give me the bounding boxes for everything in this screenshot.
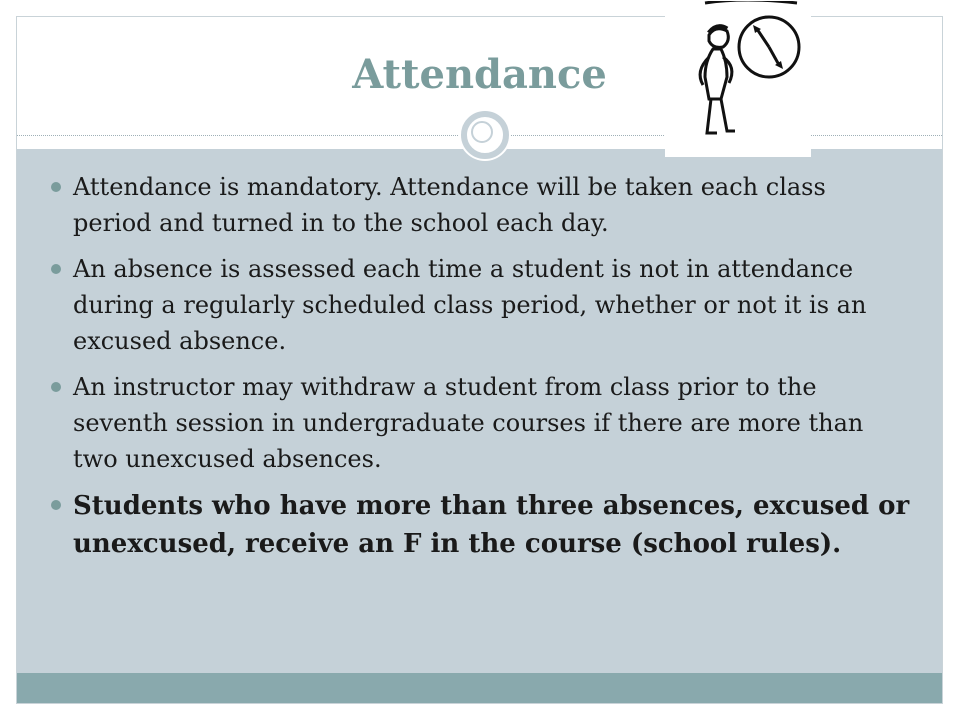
clipart-svg bbox=[665, 1, 811, 157]
ring-inner bbox=[471, 121, 493, 143]
slide bbox=[16, 16, 943, 704]
slide-title: Attendance bbox=[352, 51, 607, 98]
footer-band bbox=[17, 673, 942, 703]
bullet-list bbox=[51, 169, 911, 573]
ring-ornament-icon bbox=[461, 111, 509, 159]
bullet-item: An instructor may withdraw a student from class prior to the seventh session in undergraduate courses if there are more than two unexcused absences. bbox=[51, 369, 911, 477]
person-with-clock-icon bbox=[665, 1, 811, 157]
bullet-item-emphasis: Students who have more than three absences, excused or unexcused, receive an F in the course (school rules). bbox=[51, 487, 911, 563]
bullet-item: An absence is assessed each time a student is not in attendance during a regularly scheduled class period, whether or not it is an excused absence. bbox=[51, 251, 911, 359]
bullet-item: Attendance is mandatory. Attendance will be taken each class period and turned in to the school each day. bbox=[51, 169, 911, 241]
